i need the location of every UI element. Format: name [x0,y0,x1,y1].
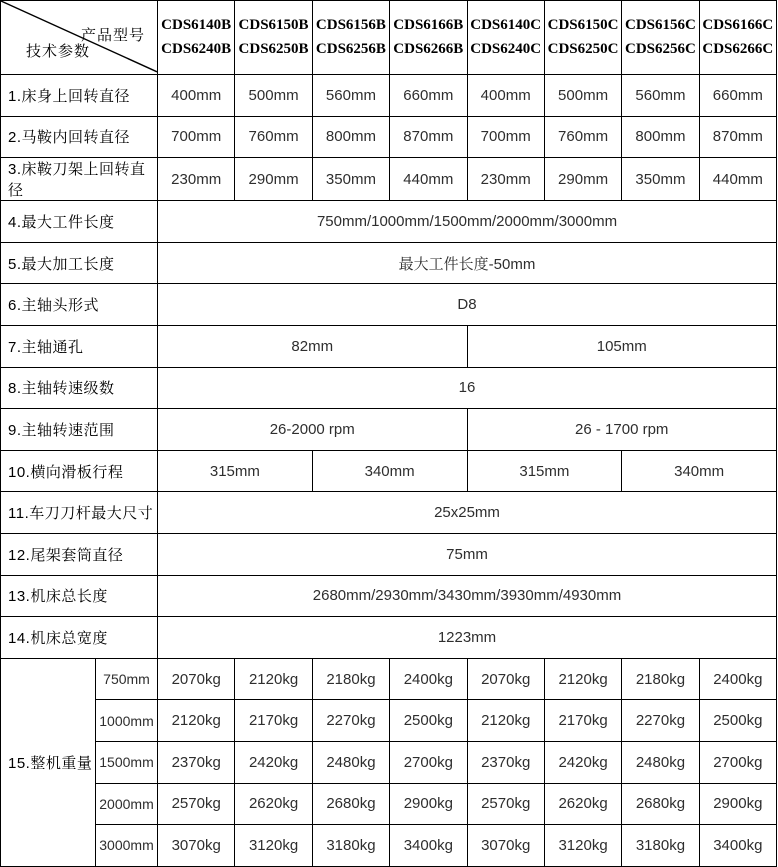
model-name-line2: CDS6250B [238,40,309,57]
value-cell: 340mm [312,450,467,492]
weight-value-cell: 2420kg [235,741,312,783]
weight-value-cell: 2120kg [158,700,235,742]
model-name-line1: CDS6150C [547,17,619,34]
weight-value-cell: 3070kg [467,825,544,867]
value-cell: 760mm [235,116,312,158]
value-cell: 800mm [622,116,699,158]
weight-value-cell: 2570kg [158,783,235,825]
table-row [1,450,777,492]
model-header-col-7 [622,1,699,75]
model-header-col-4 [390,1,467,75]
model-header-col-2 [235,1,312,75]
weight-sub-row [1,783,777,825]
value-cell: 500mm [235,75,312,117]
weight-value-cell: 3400kg [390,825,467,867]
value-cell: 400mm [158,75,235,117]
corner-header-cell [1,1,158,75]
value-cell: 315mm [158,450,313,492]
weight-value-cell: 2170kg [235,700,312,742]
model-name-line1: CDS6166B [393,17,464,34]
weight-value-cell: 3070kg [158,825,235,867]
weight-value-cell: 3180kg [622,825,699,867]
weight-value-cell: 2500kg [390,700,467,742]
value-cell: 350mm [622,158,699,201]
value-cell: 105mm [467,325,777,367]
weight-sub-row [1,658,777,700]
table-row [1,492,777,534]
value-cell: D8 [158,284,777,326]
model-name-line1: CDS6156B [315,17,386,34]
value-cell: 700mm [467,116,544,158]
weight-value-cell: 2370kg [467,741,544,783]
model-header-col-8 [699,1,776,75]
header-row [1,1,777,75]
weight-value-cell: 2500kg [699,700,776,742]
weight-value-cell: 2270kg [312,700,389,742]
table-row [1,242,777,284]
table-row [1,617,777,659]
table-row [1,75,777,117]
value-cell: 660mm [390,75,467,117]
value-cell: 315mm [467,450,622,492]
value-cell: 870mm [390,116,467,158]
weight-value-cell: 2480kg [622,741,699,783]
value-cell: 350mm [312,158,389,201]
model-name-line2: CDS6240C [470,40,542,57]
model-name-line2: CDS6240B [161,40,232,57]
weight-value-cell: 2480kg [312,741,389,783]
row-label-total-weight: 15.整机重量 [1,658,96,866]
weight-value-cell: 2400kg [390,658,467,700]
weight-value-cell: 2120kg [544,658,621,700]
table-row [1,367,777,409]
weight-value-cell: 3120kg [235,825,312,867]
model-name-line2: CDS6256C [625,40,696,57]
row-label: 12.尾架套筒直径 [1,533,158,575]
weight-value-cell: 2900kg [390,783,467,825]
weight-value-cell: 2180kg [622,658,699,700]
weight-sub-row [1,700,777,742]
model-header-col-1 [158,1,235,75]
value-cell: 800mm [312,116,389,158]
model-name-line1: CDS6166C [702,17,774,34]
value-cell: 400mm [467,75,544,117]
weight-value-cell: 2680kg [312,783,389,825]
value-cell: 700mm [158,116,235,158]
model-name-line1: CDS6140C [470,17,542,34]
corner-label-tech-params: 技术参数 [26,43,91,60]
weight-value-cell: 3120kg [544,825,621,867]
row-label: 6.主轴头形式 [1,284,158,326]
weight-length-cell: 1000mm [96,700,158,742]
model-name-line2: CDS6266C [702,40,774,57]
weight-value-cell: 3180kg [312,825,389,867]
row-label: 5.最大加工长度 [1,242,158,284]
weight-value-cell: 2620kg [544,783,621,825]
value-cell: 16 [158,367,777,409]
weight-length-cell: 3000mm [96,825,158,867]
model-name-line1: CDS6150B [238,17,309,34]
value-cell: 1223mm [158,617,777,659]
row-label: 9.主轴转速范围 [1,409,158,451]
weight-value-cell: 2620kg [235,783,312,825]
model-name-line2: CDS6266B [393,40,464,57]
value-cell: 440mm [390,158,467,201]
table-row [1,284,777,326]
table-row [1,325,777,367]
weight-value-cell: 2180kg [312,658,389,700]
value-cell: 230mm [467,158,544,201]
model-name-line2: CDS6256B [315,40,386,57]
model-header-col-5 [467,1,544,75]
value-cell: 230mm [158,158,235,201]
value-cell: 75mm [158,533,777,575]
table-row [1,575,777,617]
value-cell: 560mm [312,75,389,117]
weight-value-cell: 2120kg [467,700,544,742]
weight-length-cell: 750mm [96,658,158,700]
value-cell: 500mm [544,75,621,117]
weight-value-cell: 2400kg [699,658,776,700]
weight-value-cell: 2570kg [467,783,544,825]
table-row [1,533,777,575]
value-cell: 870mm [699,116,776,158]
row-label: 10.横向滑板行程 [1,450,158,492]
value-cell: 2680mm/2930mm/3430mm/3930mm/4930mm [158,575,777,617]
weight-value-cell: 2370kg [158,741,235,783]
row-label: 8.主轴转速级数 [1,367,158,409]
weight-value-cell: 2700kg [390,741,467,783]
model-header-col-6 [544,1,621,75]
spec-table-body [1,75,777,867]
value-cell: 750mm/1000mm/1500mm/2000mm/3000mm [158,201,777,243]
weight-value-cell: 2420kg [544,741,621,783]
weight-sub-row [1,825,777,867]
value-cell: 760mm [544,116,621,158]
model-name-line2: CDS6250C [547,40,619,57]
table-row [1,201,777,243]
weight-value-cell: 2070kg [158,658,235,700]
row-label: 1.床身上回转直径 [1,75,158,117]
weight-length-cell: 2000mm [96,783,158,825]
row-label: 7.主轴通孔 [1,325,158,367]
weight-value-cell: 2900kg [699,783,776,825]
weight-value-cell: 2270kg [622,700,699,742]
value-cell: 26 - 1700 rpm [467,409,777,451]
value-cell: 440mm [699,158,776,201]
row-label: 11.车刀刀杆最大尺寸 [1,492,158,534]
weight-value-cell: 2680kg [622,783,699,825]
weight-sub-row [1,741,777,783]
value-cell: 82mm [158,325,468,367]
table-row [1,116,777,158]
row-label: 3.床鞍刀架上回转直径 [1,158,158,201]
weight-length-cell: 1500mm [96,741,158,783]
value-cell: 最大工件长度-50mm [158,242,777,284]
value-cell: 26-2000 rpm [158,409,468,451]
row-label: 13.机床总长度 [1,575,158,617]
value-cell: 560mm [622,75,699,117]
weight-value-cell: 3400kg [699,825,776,867]
model-header-col-3 [312,1,389,75]
weight-value-cell: 2700kg [699,741,776,783]
value-cell: 25x25mm [158,492,777,534]
value-cell: 340mm [622,450,777,492]
value-cell: 290mm [544,158,621,201]
weight-value-cell: 2070kg [467,658,544,700]
table-row [1,158,777,201]
weight-value-cell: 2120kg [235,658,312,700]
model-name-line1: CDS6156C [625,17,696,34]
corner-label-product-model: 产品型号 [80,27,145,44]
table-row [1,409,777,451]
model-name-line1: CDS6140B [161,17,232,34]
row-label: 14.机床总宽度 [1,617,158,659]
value-cell: 660mm [699,75,776,117]
row-label: 2.马鞍内回转直径 [1,116,158,158]
row-label: 4.最大工件长度 [1,201,158,243]
weight-value-cell: 2170kg [544,700,621,742]
value-cell: 290mm [235,158,312,201]
